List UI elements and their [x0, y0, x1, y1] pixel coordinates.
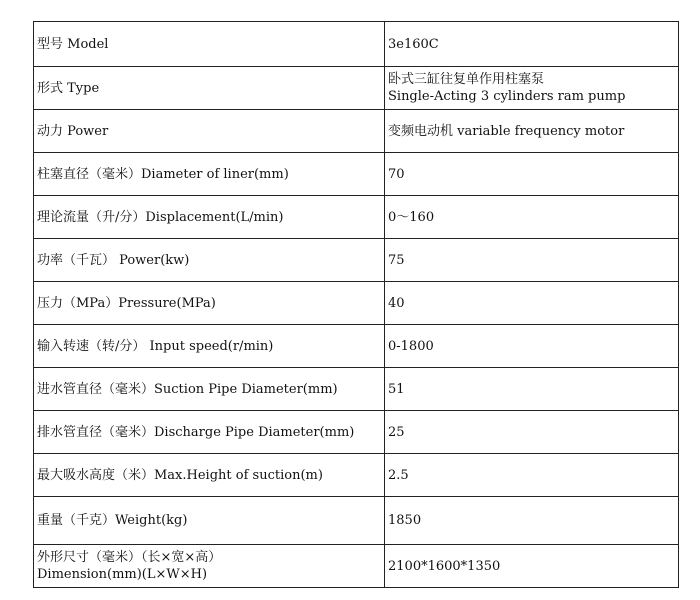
cell-text: 变频电动机 variable frequency motor: [388, 123, 625, 139]
cell-text: 0-1800: [388, 338, 434, 354]
cell-text: 外形尺寸（毫米）（长×宽×高）: [37, 550, 222, 565]
cell-text: 动力 Power: [37, 123, 109, 139]
table-row: [34, 454, 679, 497]
cell-text: 进水管直径（毫米）Suction Pipe Diameter(mm): [37, 381, 338, 397]
table-row: [34, 22, 679, 67]
label-cell: [34, 545, 385, 588]
cell-text: 功率（千瓦） Power(kw): [37, 252, 190, 268]
cell-text: 25: [388, 424, 405, 440]
value-cell: [385, 545, 679, 588]
cell-text: Dimension(mm)(L×W×H): [37, 567, 208, 582]
table-row: [34, 196, 679, 239]
value-cell: [385, 153, 679, 196]
table-row: [34, 153, 679, 196]
table-row: [34, 325, 679, 368]
cell-text: 型号 Model: [37, 36, 109, 52]
table-row: [34, 282, 679, 325]
label-cell: [34, 368, 385, 411]
label-cell: [34, 110, 385, 153]
cell-text: 重量（千克）Weight(kg): [37, 513, 188, 528]
cell-text: 2.5: [388, 467, 409, 483]
label-cell: [34, 325, 385, 368]
cell-text: 形式 Type: [37, 80, 100, 96]
value-cell: [385, 411, 679, 454]
value-cell: [385, 110, 679, 153]
cell-text: 40: [388, 295, 405, 311]
cell-text: 压力（MPa）Pressure(MPa): [37, 295, 216, 311]
value-cell: [385, 239, 679, 282]
cell-text: 0～160: [388, 209, 435, 225]
label-cell: [34, 497, 385, 545]
table-row: [34, 110, 679, 153]
value-cell: [385, 22, 679, 67]
label-cell: [34, 282, 385, 325]
cell-text: 1850: [388, 513, 422, 528]
value-cell: [385, 497, 679, 545]
cell-text: 理论流量（升/分）Displacement(L/min): [37, 209, 284, 225]
cell-text: 卧式三缸往复单作用柱塞泵: [388, 72, 545, 87]
cell-text: 柱塞直径（毫米）Diameter of liner(mm): [37, 166, 289, 182]
cell-text: 2100*1600*1350: [388, 558, 501, 574]
label-cell: [34, 196, 385, 239]
table-row: [34, 368, 679, 411]
value-cell: [385, 196, 679, 239]
cell-text: 51: [388, 381, 405, 397]
value-cell: [385, 325, 679, 368]
cell-text: 75: [388, 252, 405, 268]
label-cell: [34, 22, 385, 67]
table-row: [34, 545, 679, 588]
value-cell: [385, 368, 679, 411]
label-cell: [34, 153, 385, 196]
value-cell: [385, 454, 679, 497]
cell-text: 输入转速（转/分） Input speed(r/min): [37, 338, 274, 354]
cell-text: 3e160C: [388, 36, 439, 52]
value-cell: [385, 282, 679, 325]
table-row: [34, 67, 679, 110]
label-cell: [34, 411, 385, 454]
label-cell: [34, 239, 385, 282]
value-cell: [385, 67, 679, 110]
cell-text: Single-Acting 3 cylinders ram pump: [388, 89, 626, 104]
label-cell: [34, 67, 385, 110]
label-cell: [34, 454, 385, 497]
spec-table: [33, 21, 679, 588]
table-row: [34, 239, 679, 282]
cell-text: 70: [388, 166, 405, 182]
table-row: [34, 497, 679, 545]
cell-text: 排水管直径（毫米）Discharge Pipe Diameter(mm): [37, 424, 355, 440]
table-row: [34, 411, 679, 454]
cell-text: 最大吸水高度（米）Max.Height of suction(m): [37, 467, 323, 483]
